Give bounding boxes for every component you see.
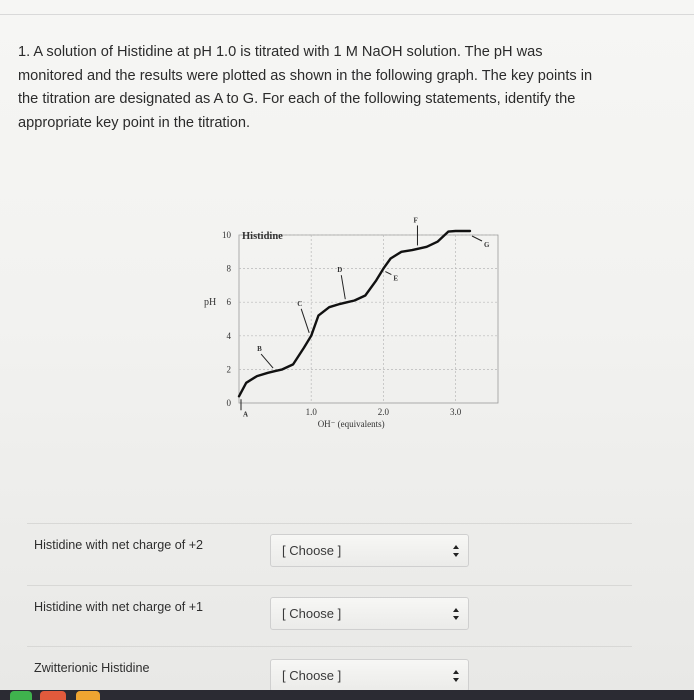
key-point-label: A <box>243 410 249 419</box>
y-tick-label: 6 <box>226 297 231 308</box>
key-point-label: F <box>413 216 418 225</box>
titration-curve <box>239 231 470 396</box>
question-text <box>18 41 658 135</box>
y-axis-label: pH <box>204 297 217 309</box>
answer-select-value: [ Choose ] <box>282 606 342 621</box>
x-tick-label: 1.0 <box>305 407 317 417</box>
y-tick-label: 10 <box>222 230 231 240</box>
taskbar-app-icon[interactable] <box>10 691 32 700</box>
y-tick-label: 8 <box>226 263 231 274</box>
answer-select[interactable] <box>270 534 469 567</box>
key-point-label: E <box>393 274 399 283</box>
y-tick-label: 0 <box>226 398 231 408</box>
key-point-arrow <box>301 309 309 333</box>
statement-label: Histidine with net charge of +2 <box>34 538 204 552</box>
x-tick-label: 3.0 <box>449 407 462 417</box>
plot-frame <box>239 235 498 403</box>
question-line: 1. A solution of Histidine at pH 1.0 is titrated with 1 M NaOH solution. The pH was <box>18 44 543 60</box>
key-point-arrow <box>341 275 345 299</box>
key-point-label: B <box>257 345 262 354</box>
taskbar <box>0 690 694 700</box>
key-point-label: D <box>337 266 343 275</box>
x-tick-label: 2.0 <box>377 407 389 417</box>
key-point-label: C <box>297 299 303 308</box>
y-tick-label: 2 <box>226 364 231 375</box>
select-arrows-icon <box>452 668 460 684</box>
answer-select-value: [ Choose ] <box>282 668 342 683</box>
chart-title: Histidine <box>242 231 283 242</box>
taskbar-app-icon[interactable] <box>76 691 100 700</box>
titration-chart <box>196 215 506 440</box>
question-line: monitored and the results were plotted as shown in the following graph. The key points in <box>18 67 593 84</box>
divider <box>0 14 694 15</box>
y-tick-label: 4 <box>226 330 231 341</box>
select-arrows-icon <box>452 606 460 622</box>
x-axis-label: OH⁻ (equivalents) <box>317 419 385 429</box>
answer-select-value: [ Choose ] <box>282 543 342 558</box>
taskbar-app-icon[interactable] <box>40 691 66 700</box>
row-divider <box>27 585 632 586</box>
select-arrows-icon <box>452 543 460 559</box>
statement-label: Zwitterionic Histidine <box>34 661 150 675</box>
answer-select[interactable] <box>270 659 469 692</box>
key-point-arrow <box>385 272 391 275</box>
statement-label: Histidine with net charge of +1 <box>34 600 204 614</box>
row-divider <box>27 523 632 524</box>
key-point-arrow <box>261 354 273 368</box>
answer-select[interactable] <box>270 597 469 630</box>
key-point-label: G <box>484 241 490 249</box>
question-line: appropriate key point in the titration. <box>18 114 251 131</box>
question-line: the titration are designated as A to G. For each of the following statements, identify the <box>18 91 576 107</box>
row-divider <box>27 646 632 647</box>
key-point-arrow <box>472 236 482 241</box>
